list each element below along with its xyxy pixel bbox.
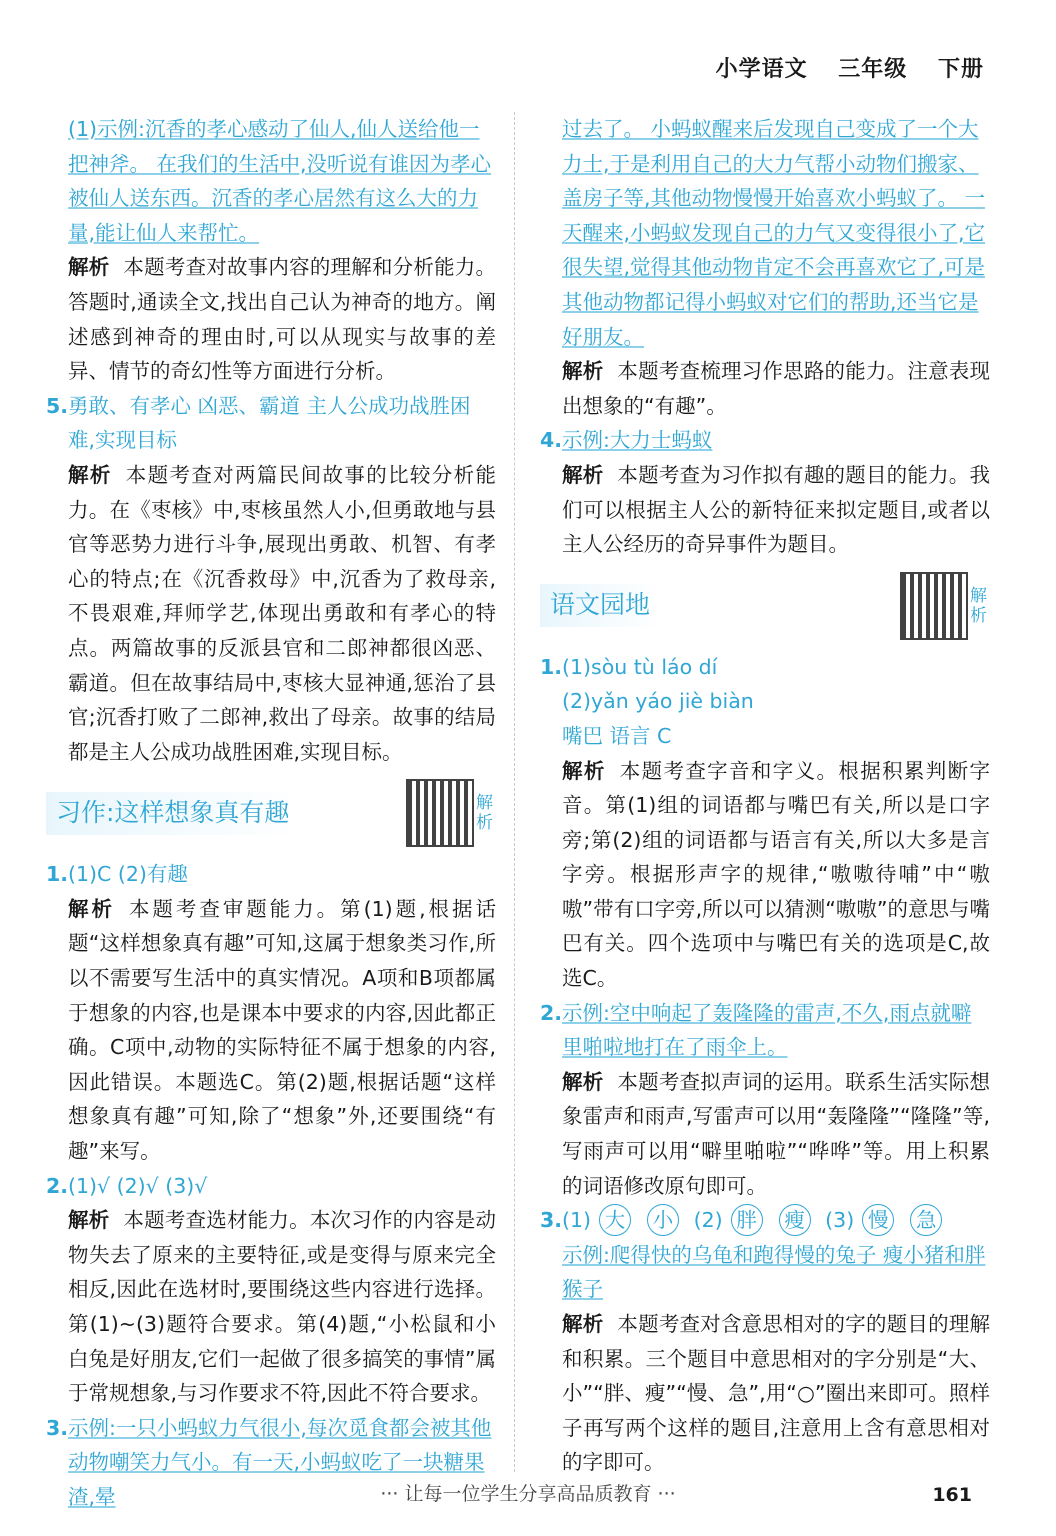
y1-answer: 1.(1)sòu tù láo dí	[540, 654, 718, 679]
header-grade: 三年级	[838, 57, 908, 82]
qr-label: 解析	[476, 793, 493, 834]
y3-answer: 3.(1) 大 小 (2) 胖 瘦 (3) 慢 急	[540, 1203, 990, 1238]
y2-answer: 2.示例:空中响起了轰隆隆的雷声,不久,雨点就噼里啪啦地打在了雨伞上。	[540, 1000, 972, 1060]
y3-analysis: 解析 本题考查对含意思相对的字的题目的理解和积累。三个题目中意思相对的字分别是“大、小”“胖、瘦”“慢、急”,用“○”圈出来即可。照样子再写两个这样的题目,注意用上含有意思相对的字即可。	[562, 1312, 990, 1475]
section-header-garden	[540, 562, 990, 650]
w1-answer: 1.(1)C (2)有趣	[46, 862, 188, 887]
q5-analysis: 解析 本题考查对两篇民间故事的比较分析能力。在《枣核》中,枣核虽然人小,但勇敢地与县官等恶势力进行斗争,展现出勇敢、机智、有孝心的特点;在《沉香救母》中,沉香为了救母亲,不畏艰难,拜师学艺,体现出勇敢和有孝心的特点。两篇故事的反派县官和二郎神都很凶恶、霸道。但在故事结局中,枣核大显神通,惩治了县官;沉香打败了二郎神,救出了母亲。故事的结局都是主人公成功战胜困难,实现目标。	[68, 462, 497, 764]
qr-code[interactable]	[902, 574, 990, 638]
circled-char: 小	[647, 1204, 679, 1236]
circled-char: 慢	[862, 1204, 894, 1236]
w3-analysis: 解析 本题考查梳理习作思路的能力。注意表现出想象的“有趣”。	[562, 359, 990, 418]
w2-analysis: 解析 本题考查选材能力。本次习作的内容是动物失去了原来的主要特征,或是变得与原来完全相反,因此在选材时,要围绕这些内容进行选择。第(1)~(3)题符合要求。第(4)题,“小松鼠和小白兔是好朋友,它们一起做了很多搞笑的事情”属于常规想象,与习作要求不符,因此不符合要求。	[68, 1208, 496, 1406]
section-title: 习作:这样想象真有趣	[46, 792, 299, 835]
circled-char: 急	[910, 1204, 942, 1236]
q4-analysis: 解析 本题考查对故事内容的理解和分析能力。答题时,通读全文,找出自己认为神奇的地方。阐述感到神奇的理由时,可以从现实与故事的差异、情节的奇幻性等方面进行分析。	[68, 255, 496, 384]
y2-analysis: 解析 本题考查拟声词的运用。联系生活实际想象雷声和雨声,写雷声可以用“轰隆隆”“隆隆”等,写雨声可以用“噼里啪啦”“哗哗”等。用上积累的词语修改原句即可。	[562, 1069, 990, 1198]
w3-answer-cont: 过去了。 小蚂蚁醒来后发现自己变成了一个大力士,于是利用自己的大力气帮小动物们搬家、盖房子等,其他动物慢慢开始喜欢小蚂蚁了。 一天醒来,小蚂蚁发现自己的力气又变得很小了,它很失望,觉得其他动物肯定不会再喜欢它了,可是其他动物都记得小蚂蚁对它们的帮助,还当它是好朋友。	[562, 117, 986, 349]
qr-code[interactable]	[408, 781, 496, 845]
circled-char: 胖	[731, 1204, 763, 1236]
q5-answer: 5.勇敢、有孝心 凶恶、霸道 主人公成功战胜困难,实现目标	[46, 393, 471, 453]
qr-label: 解析	[970, 585, 987, 626]
section-title: 语文园地	[540, 584, 660, 627]
page-number: 161	[932, 1484, 972, 1506]
footer-motto: ··· 让每一位学生分享高品质教育 ···	[380, 1483, 676, 1505]
y1-answer-line2: (2)yǎn yáo jiè biàn	[562, 689, 754, 714]
circled-char: 瘦	[779, 1204, 811, 1236]
w4-answer: 4.示例:大力士蚂蚁	[540, 428, 713, 453]
w4-analysis: 解析 本题考查为习作拟有趣的题目的能力。我们可以根据主人公的新特征来拟定题目,或者以主人公经历的奇异事件为题目。	[562, 462, 990, 557]
right-column	[540, 112, 990, 1480]
left-column	[46, 112, 496, 1515]
qr-code-icon	[408, 781, 472, 845]
qr-code-icon	[902, 574, 966, 638]
y1-answer-line3: 嘴巴 语言 C	[562, 723, 672, 748]
column-divider	[514, 112, 515, 1472]
y1-analysis: 解析 本题考查字音和字义。根据积累判断字音。第(1)组的词语都与嘴巴有关,所以是口字旁;第(2)组的词语都与语言有关,所以大多是言字旁。根据形声字的规律,“嗷嗷待哺”中“嗷嗷”带有口字旁,所以可以猜测“嗷嗷”的意思与嘴巴有关。四个选项中与嘴巴有关的选项是C,故选C。	[562, 758, 991, 991]
page-header	[694, 52, 984, 83]
circled-char: 大	[599, 1204, 631, 1236]
section-header-writing	[46, 769, 496, 857]
header-subject: 小学语文	[715, 57, 808, 82]
header-volume: 下册	[937, 57, 984, 82]
w3-answer: 3.示例:一只小蚂蚁力气很小,每次觅食都会被其他动物嘲笑力气小。有一天,小蚂蚁吃了一块糖果渣,晕	[46, 1415, 492, 1509]
w1-analysis: 解析 本题考查审题能力。第(1)题,根据话题“这样想象真有趣”可知,这属于想象类习作,所以不需要写生活中的真实情况。A项和B项都属于想象的内容,也是课本中要求的内容,因此都正确。C项中,动物的实际特征不属于想象的内容,因此错误。本题选C。第(2)题,根据话题“这样想象真有趣”可知,除了“想象”外,还要围绕“有趣”来写。	[68, 896, 496, 1164]
q4-answer: (1)示例:沉香的孝心感动了仙人,仙人送给他一把神斧。 在我们的生活中,没听说有谁因为孝心被仙人送东西。沉香的孝心居然有这么大的力量,能让仙人来帮忙。	[68, 117, 492, 245]
y3-example: 示例:爬得快的乌龟和跑得慢的兔子 瘦小猪和胖猴子	[562, 1242, 986, 1302]
w2-answer: 2.(1)√ (2)√ (3)√	[46, 1173, 208, 1198]
